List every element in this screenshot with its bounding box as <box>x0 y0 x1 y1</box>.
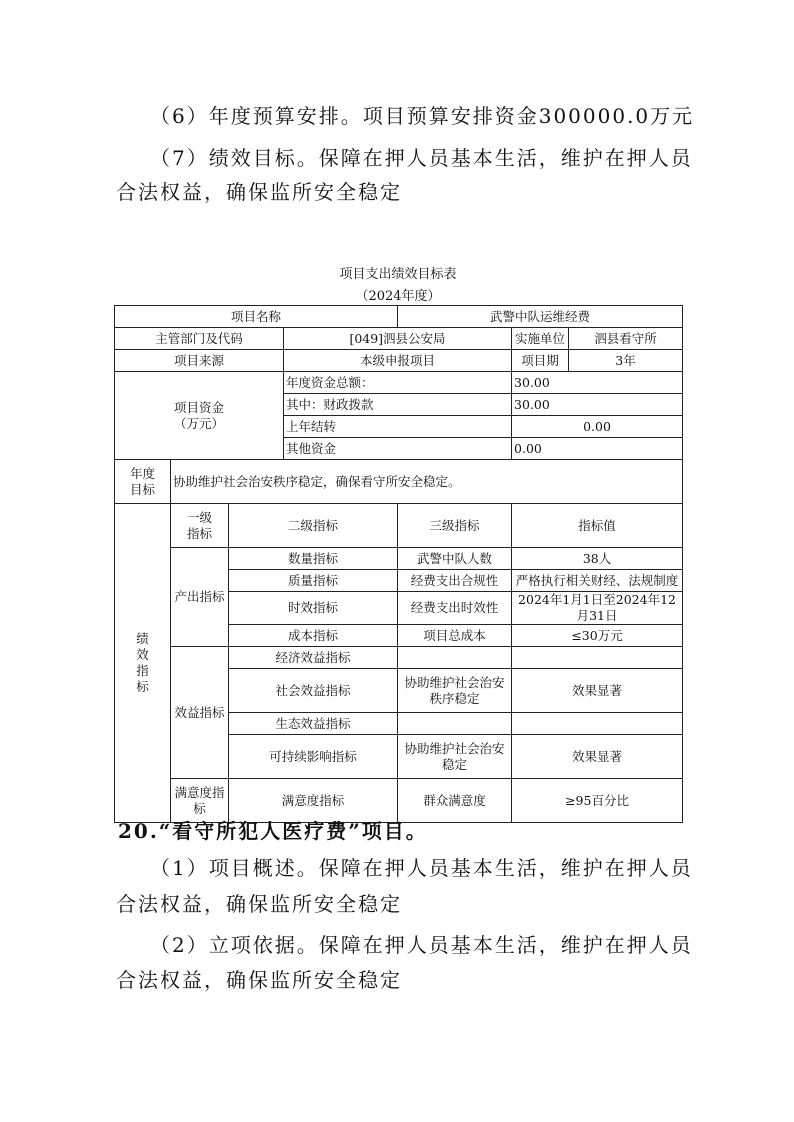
table-subtitle: （2024年度） <box>355 289 441 304</box>
benefit-l2: 社会效益指标 <box>229 669 398 713</box>
impl-label: 实施单位 <box>512 328 569 350</box>
funds-fiscal-label: 其中：财政拨款 <box>284 394 512 416</box>
table-row <box>115 548 683 570</box>
table-row <box>115 306 683 328</box>
benefit-l3 <box>398 647 512 669</box>
output-indicator-label: 产出指标 <box>171 548 229 647</box>
satisfaction-indicator-label: 满意度指 标 <box>171 779 229 823</box>
satisfaction-value: ≥95百分比 <box>512 779 683 823</box>
benefit-l3: 协助维护社会治安 秩序稳定 <box>398 669 512 713</box>
project-name-value: 武警中队运维经费 <box>398 306 683 328</box>
funds-carryover-value: 0.00 <box>512 416 683 438</box>
output-l2: 数量指标 <box>229 548 398 570</box>
header-level1: 一级 指标 <box>171 504 229 548</box>
benefit-indicator-label: 效益指标 <box>171 647 229 779</box>
overview-paragraph-line-1: （1）项目概述。保障在押人员基本生活，维护在押人员 <box>150 856 693 880</box>
funds-fiscal-value: 30.00 <box>512 394 683 416</box>
period-value: 3年 <box>569 350 683 372</box>
benefit-l2: 生态效益指标 <box>229 713 398 735</box>
table-row <box>115 328 683 350</box>
source-value: 本级申报项目 <box>284 350 512 372</box>
benefit-value: 效果显著 <box>512 735 683 779</box>
section-heading: 20.“看守所犯人医疗费”项目。 <box>118 819 428 843</box>
output-l2: 质量指标 <box>229 570 398 592</box>
satisfaction-l3: 群众满意度 <box>398 779 512 823</box>
benefit-l2: 经济效益指标 <box>229 647 398 669</box>
output-l2: 成本指标 <box>229 625 398 647</box>
table-row <box>115 504 683 548</box>
header-level3: 三级指标 <box>398 504 512 548</box>
performance-target-table <box>114 305 683 823</box>
benefit-l3 <box>398 713 512 735</box>
funds-other-label: 其他资金 <box>284 438 512 460</box>
benefit-value <box>512 647 683 669</box>
output-l3: 经费支出时效性 <box>398 592 512 625</box>
funds-total-value: 30.00 <box>512 372 683 394</box>
period-label: 项目期 <box>512 350 569 372</box>
dept-value: [049]泗县公安局 <box>284 328 512 350</box>
basis-paragraph-line-2: 合法权益，确保监所安全稳定 <box>116 968 402 992</box>
performance-indicator-label: 绩 效 指 标 <box>115 504 171 823</box>
impl-value: 泗县看守所 <box>569 328 683 350</box>
funds-total-label: 年度资金总额： <box>284 372 512 394</box>
output-value: 38人 <box>512 548 683 570</box>
benefit-value <box>512 713 683 735</box>
benefit-value: 效果显著 <box>512 669 683 713</box>
output-l3: 项目总成本 <box>398 625 512 647</box>
overview-paragraph-line-2: 合法权益，确保监所安全稳定 <box>116 892 402 916</box>
output-l2: 时效指标 <box>229 592 398 625</box>
annual-goal-text: 协助维护社会治安秩序稳定，确保看守所安全稳定。 <box>171 460 683 504</box>
dept-label: 主管部门及代码 <box>115 328 284 350</box>
output-l3: 经费支出合规性 <box>398 570 512 592</box>
output-value: 严格执行相关财经、法规制度 <box>512 570 683 592</box>
funds-label: 项目资金 （万元） <box>115 372 284 460</box>
header-value: 指标值 <box>512 504 683 548</box>
benefit-l3: 协助维护社会治安 稳定 <box>398 735 512 779</box>
funds-carryover-label: 上年结转 <box>284 416 512 438</box>
output-value: 2024年1月1日至2024年12月31日 <box>512 592 683 625</box>
goal-paragraph-line-2: 合法权益，确保监所安全稳定 <box>116 180 402 204</box>
budget-paragraph: （6）年度预算安排。项目预算安排资金300000.0万元 <box>150 104 695 128</box>
project-name-label: 项目名称 <box>115 306 398 328</box>
table-row <box>115 647 683 669</box>
header-level2: 二级指标 <box>229 504 398 548</box>
table-row <box>115 460 683 504</box>
goal-paragraph-line-1: （7）绩效目标。保障在押人员基本生活，维护在押人员 <box>150 146 693 170</box>
table-row <box>115 779 683 823</box>
benefit-l2: 可持续影响指标 <box>229 735 398 779</box>
basis-paragraph-line-1: （2）立项依据。保障在押人员基本生活，维护在押人员 <box>150 933 693 957</box>
source-label: 项目来源 <box>115 350 284 372</box>
satisfaction-l2: 满意度指标 <box>229 779 398 823</box>
output-value: ≤30万元 <box>512 625 683 647</box>
table-row <box>115 372 683 394</box>
annual-goal-label: 年度 目标 <box>115 460 171 504</box>
funds-other-value: 0.00 <box>512 438 683 460</box>
table-row <box>115 350 683 372</box>
table-title: 项目支出绩效目标表 <box>339 267 457 282</box>
output-l3: 武警中队人数 <box>398 548 512 570</box>
